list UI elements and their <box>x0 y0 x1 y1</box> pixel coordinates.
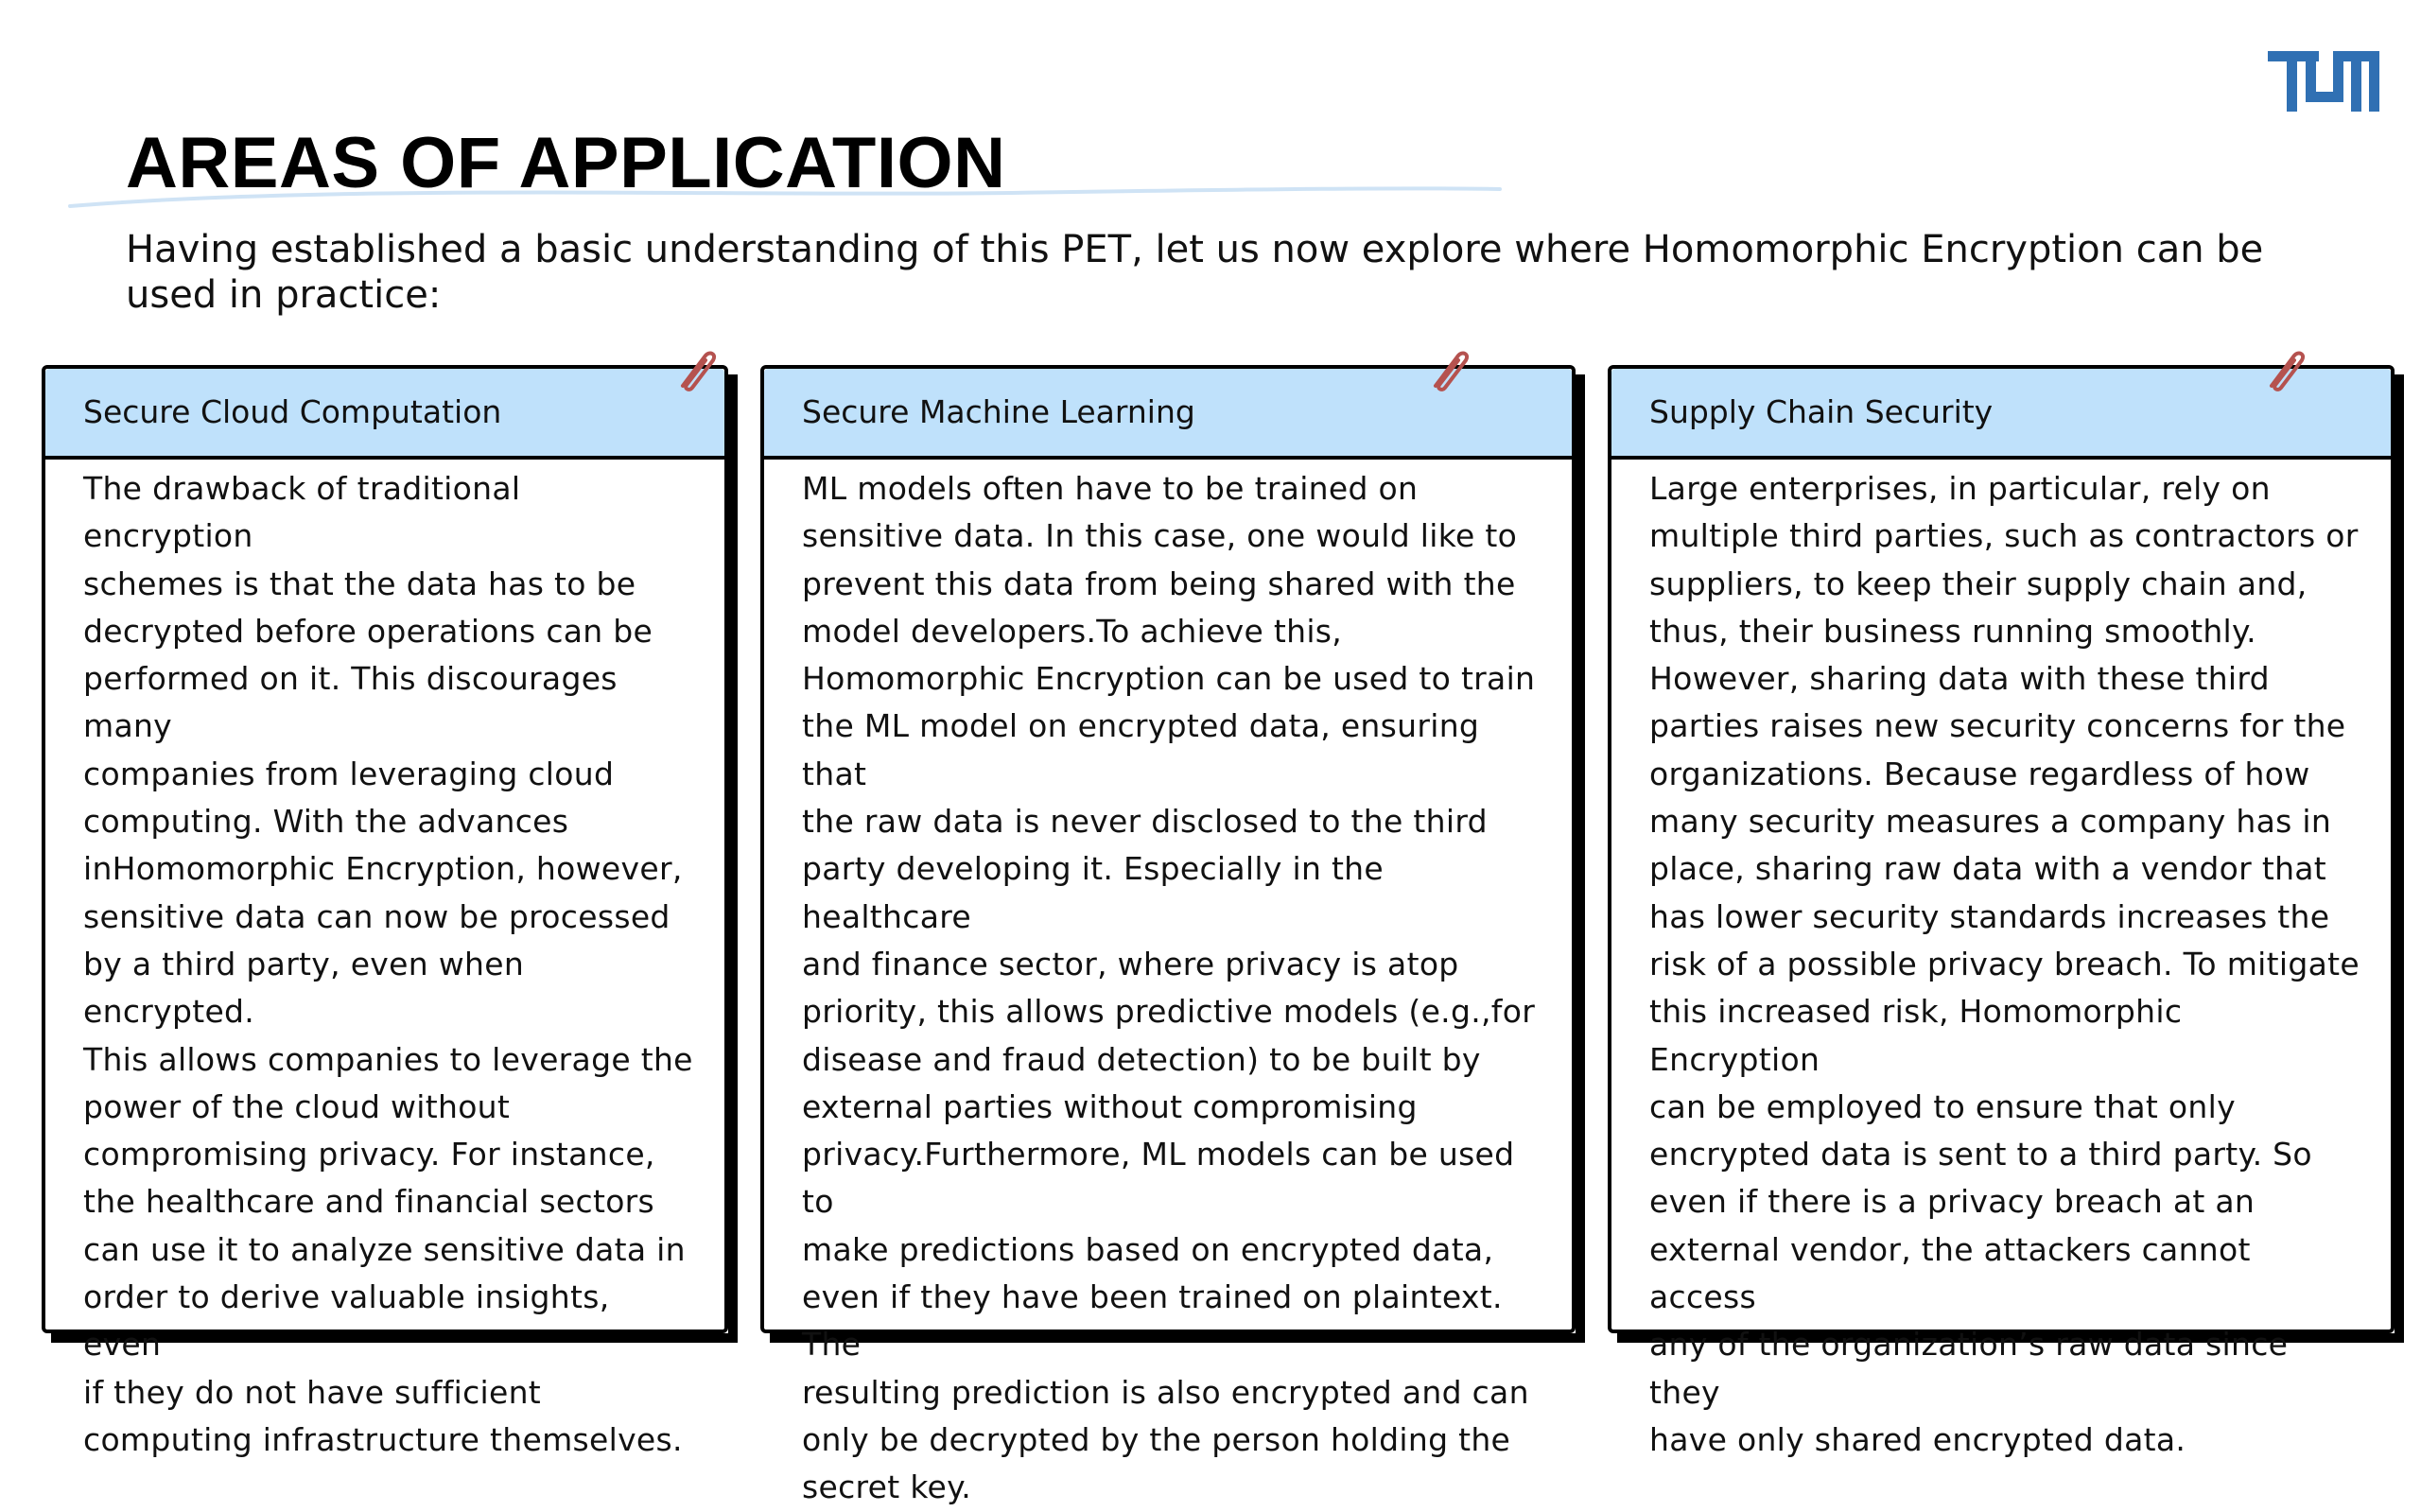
card-line: computing. With the advances <box>83 803 569 841</box>
card-line: party developing it. Especially in the healthcare <box>802 850 1385 935</box>
card-line: performed on it. This discourages many <box>83 660 618 745</box>
paperclip-icon <box>670 344 723 397</box>
card-frame <box>760 365 1576 1506</box>
card-line: secret key. <box>802 1469 972 1506</box>
card-line: make predictions based on encrypted data, <box>802 1230 1494 1268</box>
card-line: disease and fraud detection) to be built by <box>802 1040 1481 1078</box>
card-line: external vendor, the attackers cannot access <box>1649 1230 2251 1316</box>
card-line: multiple third parties, such as contractors or <box>1649 517 2359 555</box>
card-frame <box>42 365 728 1458</box>
card-line: compromising privacy. For instance, <box>83 1136 655 1173</box>
card-title: Secure Machine Learning <box>802 393 1195 430</box>
card-line: model developers.To achieve this, <box>802 612 1343 650</box>
card-body <box>1649 465 2362 1464</box>
card-line: schemes is that the data has to be <box>83 565 636 602</box>
card-line: encrypted data is sent to a third party. So <box>1649 1136 2312 1173</box>
card-line: However, sharing data with these third <box>1649 660 2270 698</box>
card-line: ML models often have to be trained on <box>802 470 1419 507</box>
card-line: companies from leveraging cloud <box>83 755 615 792</box>
card-body <box>802 465 1543 1512</box>
card-line: This allows companies to leverage the <box>83 1040 693 1078</box>
card-line: decrypted before operations can be <box>83 612 653 650</box>
card-body <box>83 465 696 1464</box>
card-title: Secure Cloud Computation <box>83 393 502 430</box>
tum-logo-icon <box>2268 51 2379 112</box>
page-title: AREAS OF APPLICATION <box>126 123 1006 203</box>
card-line: thus, their business running smoothly. <box>1649 612 2256 650</box>
card-frame <box>1608 365 2395 1458</box>
card-line: if they do not have sufficient <box>83 1373 542 1411</box>
card-line: The drawback of traditional encryption <box>83 470 521 555</box>
card-line: resulting prediction is also encrypted and can <box>802 1373 1529 1411</box>
card-line: sensitive data can now be processed <box>83 897 671 935</box>
paperclip-icon <box>1422 344 1475 397</box>
card-line: priority, this allows predictive models (e.g.,for <box>802 993 1536 1031</box>
card-line: Large enterprises, in particular, rely on <box>1649 470 2271 507</box>
card-line: even if there is a privacy breach at an <box>1649 1183 2256 1221</box>
intro-text: Having established a basic understanding of this PET, let us now explore where Homomorphic Encryption can be used in practice: <box>126 228 2264 317</box>
paperclip-icon <box>2258 344 2311 397</box>
card-line: has lower security standards increases the <box>1649 897 2330 935</box>
card-title: Supply Chain Security <box>1649 393 1994 430</box>
card-line: Homomorphic Encryption can be used to train <box>802 660 1536 698</box>
card-line: have only shared encrypted data. <box>1649 1420 2186 1458</box>
card-line: organizations. Because regardless of how <box>1649 755 2310 792</box>
card-line: can be employed to ensure that only <box>1649 1087 2236 1125</box>
card-line: inHomomorphic Encryption, however, <box>83 850 683 888</box>
card-line: prevent this data from being shared with the <box>802 565 1516 602</box>
card-line: external parties without compromising <box>802 1087 1418 1125</box>
card-supply-chain-security <box>1608 365 2395 1458</box>
card-line: power of the cloud without <box>83 1087 511 1125</box>
card-shadow <box>1576 374 1585 1343</box>
card-line: the ML model on encrypted data, ensuring that <box>802 707 1480 792</box>
card-secure-cloud-computation <box>42 365 728 1458</box>
card-line: and finance sector, where privacy is atop <box>802 945 1459 982</box>
card-line: many security measures a company has in <box>1649 803 2332 841</box>
card-line: risk of a possible privacy breach. To mitigate <box>1649 945 2360 982</box>
card-line: this increased risk, Homomorphic Encryption <box>1649 993 2183 1078</box>
card-shadow <box>728 374 738 1343</box>
card-line: sensitive data. In this case, one would like to <box>802 517 1518 555</box>
card-line: computing infrastructure themselves. <box>83 1420 683 1458</box>
card-line: can use it to analyze sensitive data in <box>83 1230 686 1268</box>
card-header <box>45 369 724 460</box>
card-line: only be decrypted by the person holding the <box>802 1420 1511 1458</box>
card-line: the healthcare and financial sectors <box>83 1183 655 1221</box>
card-line: place, sharing raw data with a vendor that <box>1649 850 2327 888</box>
card-shadow <box>2395 374 2404 1343</box>
card-line: even if they have been trained on plaintext. The <box>802 1278 1503 1364</box>
card-line: the raw data is never disclosed to the third <box>802 803 1488 841</box>
card-secure-machine-learning <box>760 365 1576 1506</box>
card-line: parties raises new security concerns for the <box>1649 707 2346 745</box>
card-line: any of the organization’s raw data since they <box>1649 1326 2289 1411</box>
card-line: privacy.Furthermore, ML models can be used to <box>802 1136 1515 1221</box>
card-line: suppliers, to keep their supply chain and, <box>1649 565 2308 602</box>
card-line: order to derive valuable insights, even <box>83 1278 610 1364</box>
card-line: by a third party, even when encrypted. <box>83 945 525 1031</box>
